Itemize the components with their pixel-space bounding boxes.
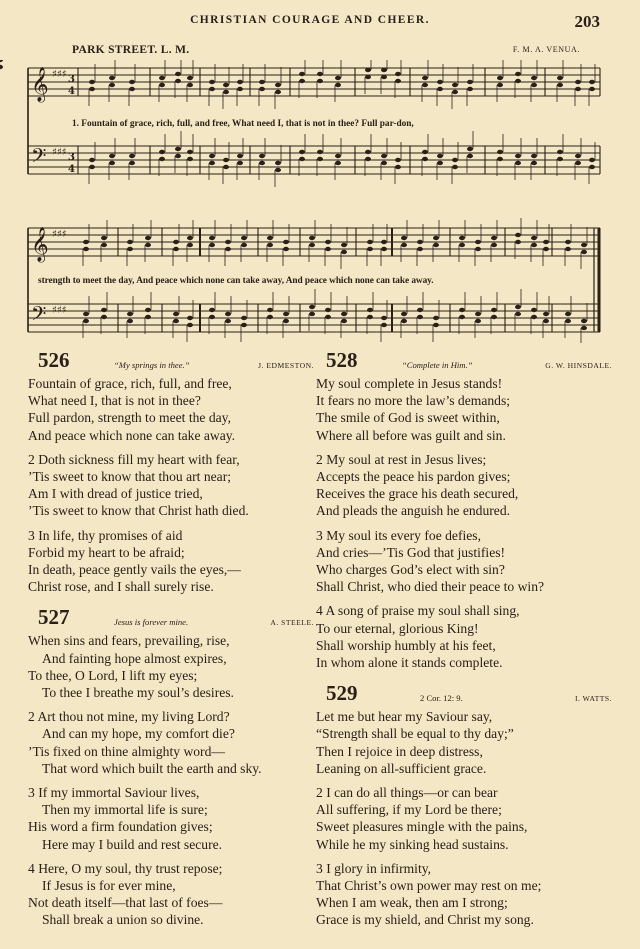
tune-lyrics-line-1: 1. Fountain of grace, rich, full, and free, What need I, that is not in thee? Full par-don, xyxy=(72,119,414,129)
running-title: CHRISTIAN COURAGE AND CHEER. xyxy=(190,14,430,26)
verse-line: My soul complete in Jesus stands! xyxy=(316,376,503,391)
verse-line: In death, peace gently vails the eyes,— xyxy=(28,562,241,578)
bass-clef-icon: 𝄢 xyxy=(31,302,47,330)
verse xyxy=(316,375,616,444)
tune-lyrics-line-2: strength to meet the day, And peace which none can take away, And peace which none can take away. xyxy=(38,276,434,286)
verse-line: ’Tis sweet to know that Christ hath died. xyxy=(28,503,249,519)
verse-line: ’Tis sweet to know that thou art near; xyxy=(28,469,231,485)
verse-line: All suffering, if my Lord be there; xyxy=(316,802,502,818)
verse-line: ’Tis fixed on thine almighty word— xyxy=(28,743,225,759)
verse-line: Shall Christ, who died their peace to win? xyxy=(316,579,545,595)
verse-line: If Jesus is for ever mine, xyxy=(42,878,176,894)
verse-line: Shall worship humbly at his feet, xyxy=(316,637,496,653)
svg-text:3: 3 xyxy=(68,152,75,163)
verse-line: His word a firm foundation gives; xyxy=(28,819,213,835)
hymn-author: J. EDMESTON. xyxy=(258,361,314,370)
verse xyxy=(316,527,616,596)
verse-line: 4 Here, O my soul, thy trust repose; xyxy=(28,860,223,876)
verse-line: And pleads the anguish he endured. xyxy=(316,503,511,519)
svg-text:4: 4 xyxy=(68,164,75,175)
verse-line: The smile of God is sweet within, xyxy=(316,410,500,426)
verse-line: Grace is my shield, and Christ my song. xyxy=(316,912,534,928)
svg-text:♯♯♯: ♯♯♯ xyxy=(52,147,67,158)
verse-line: 2 Doth sickness fill my heart with fear, xyxy=(28,451,240,467)
verse xyxy=(28,527,318,596)
hymn-reference: Jesus is forever mine. xyxy=(114,617,189,628)
treble-staff-1 xyxy=(28,68,600,96)
bass-staff-1 xyxy=(28,146,600,174)
hymn-527 xyxy=(28,605,318,928)
music-score-system-1 xyxy=(0,60,640,200)
verse xyxy=(28,860,318,929)
verse-line: To thee, O Lord, I lift my eyes; xyxy=(28,667,198,683)
bass-clef-icon: 𝄢 xyxy=(31,144,47,172)
verse-line: 3 I glory in infirmity, xyxy=(316,860,432,876)
verse-line: Let me but hear my Saviour say, xyxy=(316,709,493,725)
verse-line: Receives the grace his death secured, xyxy=(316,486,519,502)
verse xyxy=(28,632,318,701)
verse-line: When I am weak, then am I strong; xyxy=(316,895,508,911)
verse-line: Forbid my heart to be afraid; xyxy=(28,544,185,560)
verse-line: 3 My soul its every foe defies, xyxy=(316,527,481,543)
hymn-author: G. W. HINSDALE. xyxy=(545,361,612,370)
svg-text:♯♯♯: ♯♯♯ xyxy=(52,305,67,316)
verse-line: That Christ’s own power may rest on me; xyxy=(316,878,542,894)
verse-line: To thee I breathe my soul’s desires. xyxy=(42,685,234,701)
verse-line: Sweet pleasures mingle with the pains, xyxy=(316,819,528,835)
hymn-529 xyxy=(316,681,616,928)
verse-line: In whom alone it stands complete. xyxy=(316,655,503,671)
verse-line: 3 In life, thy promises of aid xyxy=(28,527,183,543)
verse xyxy=(28,708,318,777)
verse-line: What need I, that is not in thee? xyxy=(28,393,201,409)
hymn-526 xyxy=(28,348,318,595)
verse-line: It fears no more the law’s demands; xyxy=(316,393,511,409)
verse-line: 3 If my immortal Saviour lives, xyxy=(28,785,200,801)
page-number: 203 xyxy=(574,12,600,31)
treble-clef-icon: 𝄞 xyxy=(31,227,49,262)
hymn-number: 527 xyxy=(38,605,70,630)
treble-staff-2 xyxy=(28,228,600,256)
verse-line: Not death itself—that last of foes— xyxy=(28,895,223,911)
verse xyxy=(316,860,616,929)
verse-line: When sins and fears, prevailing, rise, xyxy=(28,633,230,649)
verse-line: 2 I can do all things—or can bear xyxy=(316,785,498,801)
tune-name: PARK STREET. L. M. xyxy=(72,44,190,56)
verse xyxy=(316,451,616,520)
verse-line: Christ rose, and I shall surely rise. xyxy=(28,579,214,595)
verse-line: Who charges God’s elect with sin? xyxy=(316,562,505,578)
verse xyxy=(316,708,616,777)
verse-line: And can my hope, my comfort die? xyxy=(42,726,235,742)
verse-line: Full pardon, strength to meet the day, xyxy=(28,410,231,426)
verse xyxy=(28,451,318,520)
verse-line: That word which built the earth and sky. xyxy=(42,760,262,776)
left-column xyxy=(28,348,318,937)
verse xyxy=(316,784,616,853)
verse-line: Fountain of grace, rich, full, and free, xyxy=(28,376,232,391)
verse-line: To our eternal, glorious King! xyxy=(316,620,479,636)
verse-line: 2 My soul at rest in Jesus lives; xyxy=(316,451,487,467)
svg-text:3: 3 xyxy=(68,74,75,85)
svg-text:4: 4 xyxy=(68,86,75,97)
verse-line: Am I with dread of justice tried, xyxy=(28,486,203,502)
hymn-number: 529 xyxy=(326,681,358,706)
verse-line: 4 A song of praise my soul shall sing, xyxy=(316,603,520,619)
svg-text:♯♯♯: ♯♯♯ xyxy=(52,229,67,240)
verse-line: Shall break a union so divine. xyxy=(42,912,204,928)
verse-line: Accepts the peace his pardon gives; xyxy=(316,469,511,485)
tune-composer: F. M. A. VENUA. xyxy=(512,45,580,54)
verse-line: Then I rejoice in deep distress, xyxy=(316,743,483,759)
verse-line: 2 Art thou not mine, my living Lord? xyxy=(28,709,230,725)
svg-text:♯♯♯: ♯♯♯ xyxy=(52,69,67,80)
verse-line: Where all before was guilt and sin. xyxy=(316,427,506,443)
verse-line: “Strength shall be equal to thy day;” xyxy=(316,726,514,742)
hymn-author: I. WATTS. xyxy=(574,694,612,704)
hymn-reference: 2 Cor. 12: 9. xyxy=(420,693,463,704)
hymn-author: A. STEELE. xyxy=(270,618,314,628)
verse-line: And peace which none can take away. xyxy=(28,427,236,443)
verse-line: While he my sinking head sustains. xyxy=(316,836,509,852)
verse-line: Then my immortal life is sure; xyxy=(42,802,208,818)
hymn-number: 526 xyxy=(38,348,70,372)
hymn-528 xyxy=(316,348,616,671)
verse xyxy=(316,602,616,671)
verse-line: And fainting hope almost expires, xyxy=(42,650,227,666)
verse-line: Here may I build and rest secure. xyxy=(42,836,223,852)
verse xyxy=(28,375,318,444)
verse xyxy=(28,784,318,853)
treble-clef-icon: 𝄞 xyxy=(31,67,49,102)
verse-line: And cries—’Tis God that justifies! xyxy=(316,544,506,560)
right-column xyxy=(316,348,616,937)
hymn-reference: “My springs in thee.” xyxy=(114,360,190,370)
hymn-reference: “Complete in Him.” xyxy=(402,360,473,370)
hymn-number: 528 xyxy=(326,348,358,372)
verse-line: Leaning on all-sufficient grace. xyxy=(316,760,487,776)
